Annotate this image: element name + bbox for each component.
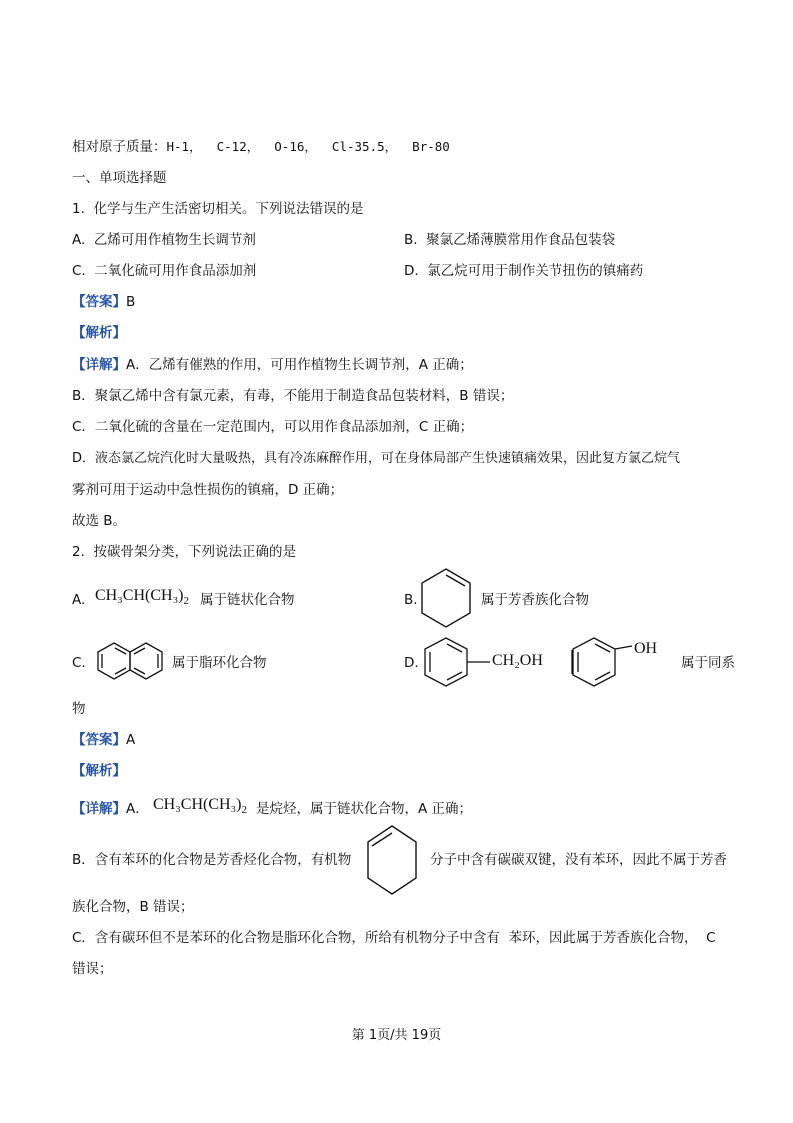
q1-option-a: A. 乙烯可用作植物生长调节剂: [72, 232, 256, 248]
q2-option-d-letter: D.: [404, 655, 419, 671]
q1-detail-c: C．二氧化硫的含量在一定范围内，可以用作食品添加剂，C 正确；: [72, 419, 474, 435]
q2-option-d-text-1: 属于同系: [681, 655, 735, 671]
q1-answer-tag: 【答案】: [72, 294, 126, 310]
detail-formula-subscript: 2: [241, 804, 247, 817]
q2-option-c-text: 属于脂环化合物: [172, 655, 267, 671]
page-footer: 第 1页/共 19页: [351, 1028, 442, 1043]
phenol-oh-label: OH: [634, 640, 658, 657]
q1-option-d: D. 氯乙烷可用于制作关节扭伤的镇痛药: [404, 263, 644, 279]
q2-option-c-letter: C.: [72, 655, 86, 671]
q2-detail-a-prefix: A．: [126, 801, 149, 817]
q1-option-c: C. 二氧化硫可用作食品添加剂: [72, 263, 257, 279]
q2-detail-c-line1: C．含有碳环但不是苯环的化合物是脂环化合物，所给有机物分子中含有 苯环，因此属于芳香族化合物， C: [72, 930, 716, 946]
q2-option-a-text: 属于链状化合物: [200, 592, 295, 608]
q2-stem: 2. 按碳骨架分类，下列说法正确的是: [72, 544, 296, 560]
q1-conclusion: 故选 B。: [72, 513, 127, 529]
atomic-mass-line: [72, 138, 450, 156]
q2-option-a-formula: [95, 587, 189, 610]
q1-stem: 1. 化学与生产生活密切相关。下列说法错误的是: [72, 201, 364, 217]
q2-answer-tag: 【答案】: [72, 732, 126, 748]
q1-detail-a-line: [72, 356, 473, 374]
q2-option-b-letter: B.: [404, 592, 418, 608]
q2-answer: A: [126, 732, 136, 748]
q1-answer-line: [72, 293, 135, 311]
phenol-ring: [568, 634, 640, 690]
q2-detail-a-line: [72, 800, 149, 818]
detail-cyclohexene-structure: [364, 824, 420, 896]
formula-subscript: 2: [183, 595, 189, 608]
q2-option-b-text: 属于芳香族化合物: [481, 592, 589, 608]
q2-detail-a-formula: [153, 796, 247, 819]
section-title: 一、单项选择题: [72, 170, 167, 186]
q1-analysis-tag: 【解析】: [72, 325, 126, 341]
q1-detail-d-1: D．液态氯乙烷汽化时大量吸热，具有冷冻麻醉作用，可在身体局部产生快速镇痛效果，因此复方氯乙烷气: [72, 451, 681, 466]
q2-detail-b-line2: 族化合物，B 错误；: [72, 899, 194, 915]
q2-detail-a-suffix: 是烷烃，属于链状化合物，A 正确；: [256, 801, 473, 817]
q2-option-a-letter: A.: [72, 592, 86, 608]
detail-formula-main: CH₃CH(CH₃): [153, 796, 242, 813]
q2-answer-line: [72, 731, 135, 749]
atomic-mass-label: 相对原子质量：: [72, 139, 167, 155]
q1-detail-b: B．聚氯乙烯中含有氯元素，有毒，不能用于制造食品包装材料，B 错误；: [72, 388, 514, 404]
q2-detail-tag: 【详解】: [72, 801, 126, 817]
q2-detail-b-suffix: 分子中含有碳碳双键，没有苯环，因此不属于芳香: [430, 852, 727, 868]
q1-option-b: B. 聚氯乙烯薄膜常用作食品包装袋: [404, 232, 616, 248]
cyclohexene-structure: [418, 567, 474, 631]
q2-option-d-text-2: 物: [72, 701, 86, 717]
benzyl-alcohol-ring: [420, 634, 492, 690]
q1-answer: B: [126, 294, 136, 310]
q2-detail-b-prefix: B．含有苯环的化合物是芳香烃化合物，有机物: [72, 852, 352, 868]
atomic-mass-values: H-1， C-12， O-16， Cl-35.5， Br-80: [166, 139, 450, 154]
formula-main: CH₃CH(CH₃): [95, 587, 184, 604]
q2-detail-c-line2: 错误；: [72, 961, 113, 977]
naphthalene-structure: [95, 641, 169, 681]
q1-detail-tag: 【详解】: [72, 357, 126, 373]
q1-detail-d-2: 雾剂可用于运动中急性损伤的镇痛，D 正确；: [72, 482, 344, 498]
q1-detail-a: A．乙烯有催熟的作用，可用作植物生长调节剂，A 正确；: [126, 357, 473, 373]
q2-analysis-tag: 【解析】: [72, 763, 126, 779]
benzyl-ch2oh-label: CH₂OH: [492, 652, 543, 669]
